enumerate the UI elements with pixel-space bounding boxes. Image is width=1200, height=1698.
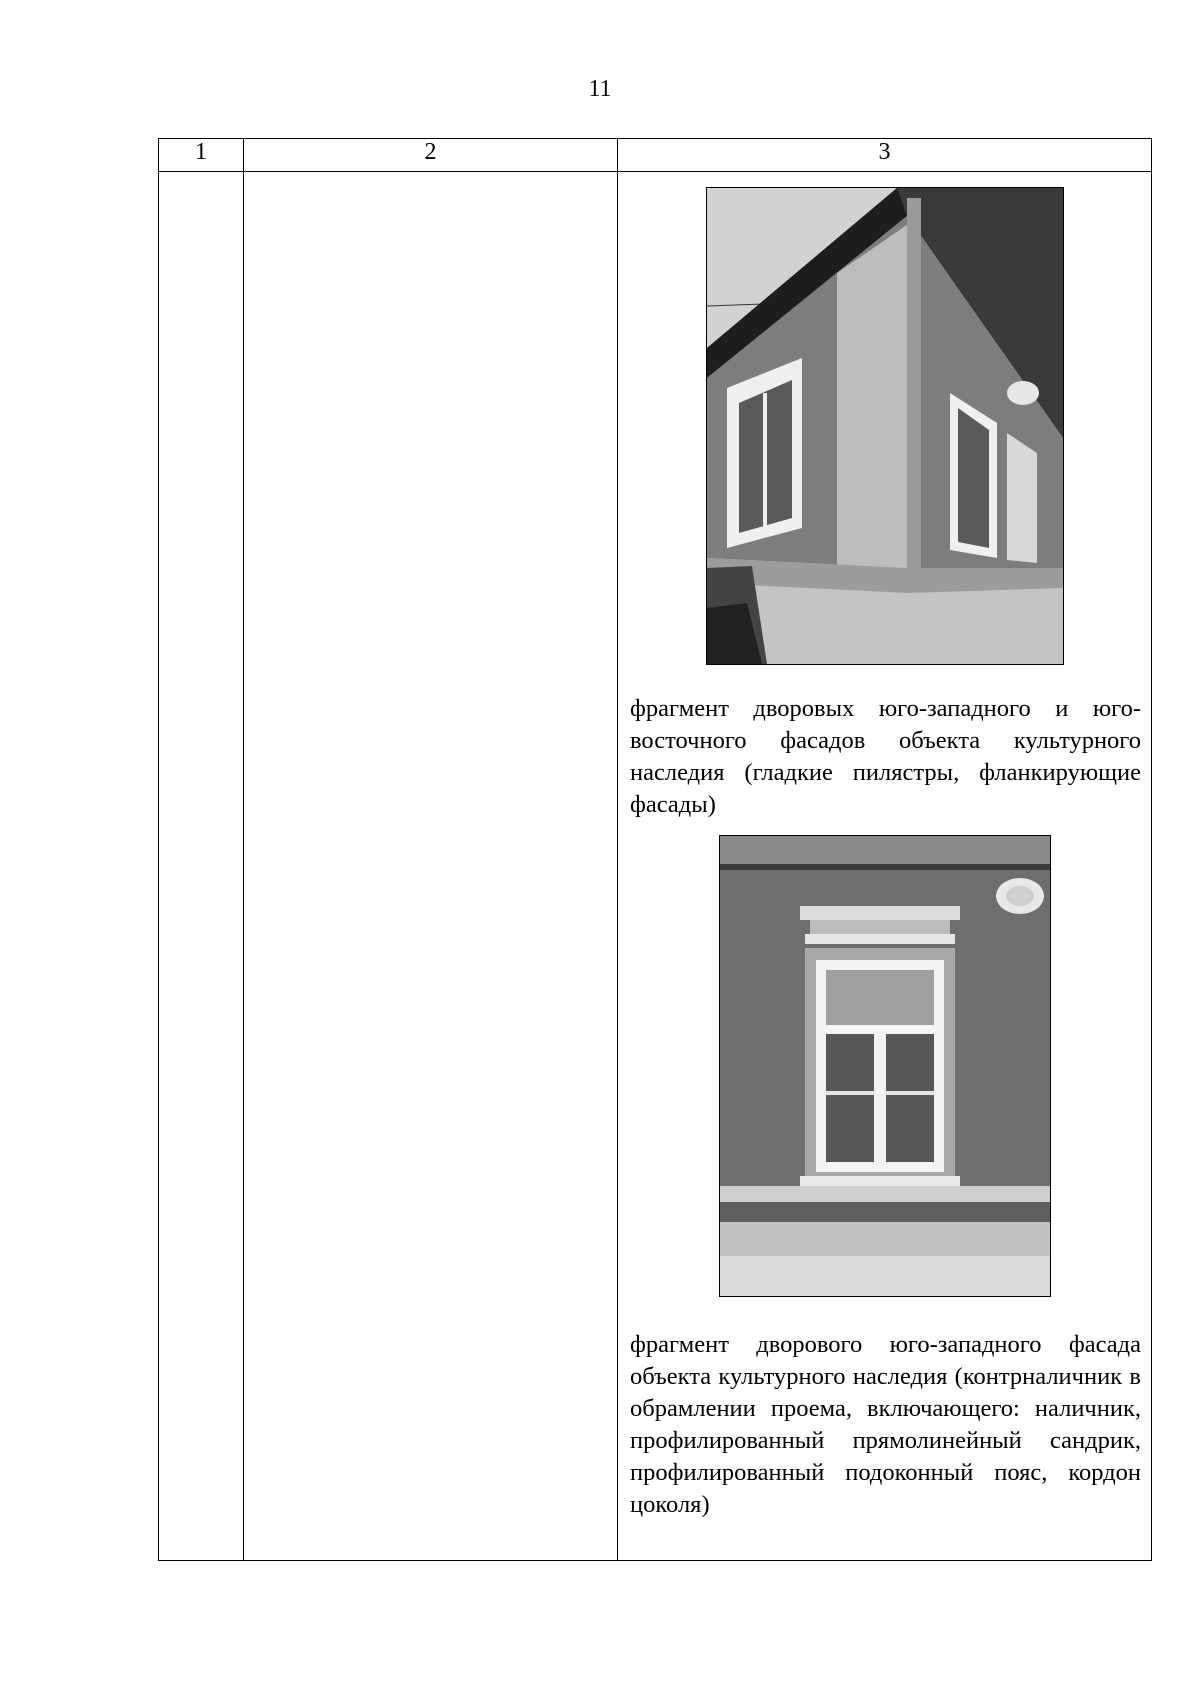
photo-caption: фрагмент дворового юго-западного фасада объекта культурного наследия (контрналичник в обрамлении проема, включающего: наличник, профилированный прямолинейный сандрик, профилированный подоконный пояс, кордон цоколя): [630, 1331, 1141, 1518]
page-number: 11: [588, 76, 612, 102]
header-col-3: 3: [618, 139, 1152, 172]
cell-col-1: [159, 172, 244, 1561]
table-row: [159, 172, 1152, 1561]
header-col-1: 1: [159, 139, 244, 172]
cell-col-2: [244, 172, 618, 1561]
table-header-row: [159, 139, 1152, 172]
photo-corner-facade: [706, 187, 1064, 665]
heritage-table: [158, 138, 1152, 1561]
header-col-2: 2: [244, 139, 618, 172]
cell-col-3: [618, 172, 1152, 1561]
photo-caption: фрагмент дворовых юго-западного и юго-восточного фасадов объекта культурного наследия (гладкие пилястры, фланкирующие фасады): [630, 695, 1141, 818]
photo-window-facade: [719, 835, 1051, 1297]
